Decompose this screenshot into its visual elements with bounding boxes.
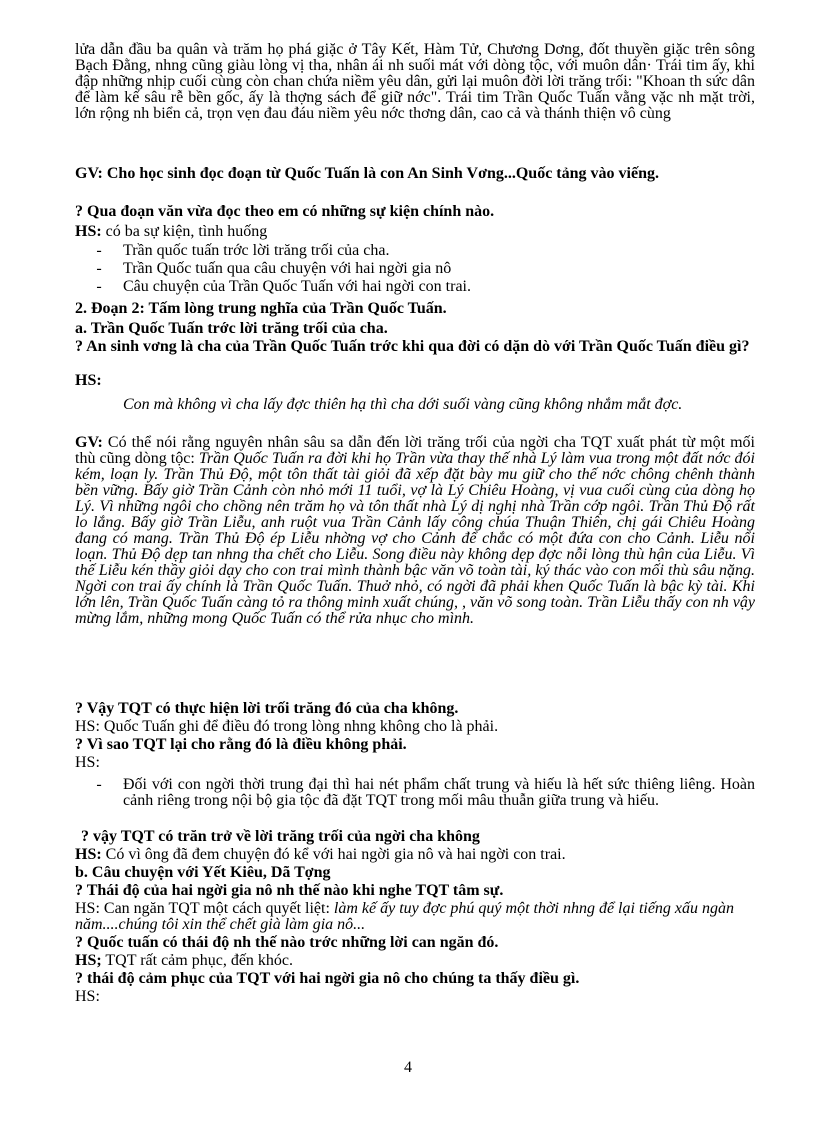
- hs-answer-text: Có vì ông đã đem chuyện đó kể với hai ngời gia nô và hai ngời con trai.: [101, 846, 566, 863]
- question-5: ? vậy TQT có trăn trở về lời trăng trối của ngời cha không: [81, 828, 480, 845]
- list-item-text: Câu chuyện của Trần Quốc Tuấn với hai ngời con trai.: [123, 278, 471, 295]
- gv-explanation: [75, 435, 755, 685]
- list-item: [75, 243, 755, 259]
- quote-paragraph: Con mà không vì cha lấy đợc thiên hạ thì cha dới suối vàng cũng không nhắm mắt đợc.: [123, 396, 683, 413]
- hs-label: HS;: [75, 952, 102, 969]
- hs-answer-quote: làm kế ấy tuy đợc phú quý một thời nhng để lại tiếng xấu ngàn năm....chúng tôi xin thể chết già làm gia nô...: [75, 900, 735, 933]
- gv-instruction-1: GV: Cho học sinh đọc đoạn từ Quốc Tuấn là con An Sinh Vơng...Quốc tảng vào viếng.: [75, 165, 659, 182]
- document-page: [75, 42, 755, 1005]
- question-2: ? An sinh vơng là cha của Trần Quốc Tuấn trớc khi qua đời có dặn dò với Trần Quốc Tuấn điều gì?: [75, 338, 750, 355]
- question-4: ? Vì sao TQT lại cho rằng đó là điều không phải.: [75, 736, 407, 753]
- hs-answer-text: TQT rất cảm phục, đến khóc.: [101, 952, 294, 969]
- question-8: ? thái độ cảm phục của TQT với hai ngời gia nô cho chúng ta thấy điều gì.: [75, 970, 580, 987]
- list-item-text: Trần quốc tuấn trớc lời trăng trối của cha.: [123, 242, 390, 259]
- hs-answer-5: [75, 847, 755, 863]
- list-item-text: Trần Quốc tuấn qua câu chuyện với hai ngời gia nô: [123, 260, 452, 277]
- hs-label-2: HS:: [75, 372, 102, 389]
- hs-label: HS:: [75, 223, 102, 240]
- dash-bullet-icon: -: [96, 242, 102, 259]
- intro-paragraph: lửa dẫn đầu ba quân và trăm họ phá giặc ở Tây Kết, Hàm Tử, Chương Dơng, đốt thuyền giặc trên sông Bạch Đằng, nhng cũng giàu lòng vị tha, nhân ái nh suối mát với dòng tộc, với muôn dân· Trái tim ấy, khi đập những nhịp cuối cùng còn chan chứa niềm yêu dân, gửi lại muôn đời lời trăng trối: "Khoan th sức dân để làm kế sâu rễ bền gốc, ấy là thợng sách để giữ nớc". Trái tim Trần Quốc Tuấn vằng vặc nh mặt trời, lớn rộng nh biển cả, trọn vẹn đau đáu niềm yêu nớc thơng dân, cao cả và thánh thiện vô cùng: [75, 41, 755, 122]
- list-item: [75, 261, 755, 277]
- hs-label-8: HS:: [75, 988, 100, 1005]
- list-item: [75, 279, 755, 295]
- hs-label-4: HS:: [75, 754, 100, 771]
- list-item: [75, 777, 755, 827]
- list-item-text: Đối với con ngời thời trung đại thì hai nét phẩm chất trung và hiếu là hết sức thiêng liêng. Hoàn cảnh riêng trong nội bộ gia tộc đã đặt TQT trong mối mâu thuẫn giữa trung và hiếu.: [123, 776, 755, 809]
- hs-answer-text: có ba sự kiện, tình huống: [101, 223, 268, 240]
- gv-explanation-story: Trần Quốc Tuấn ra đời khi họ Trần vừa thay thế nhà Lý làm vua trong một đất nớc đói kém, loạn ly. Trần Thủ Độ, một tôn thất tài giỏi đã xếp đặt bày mu giữ cho thế nớc chông chênh thành bền vững. Bấy giờ Trần Cảnh còn nhỏ mới 11 tuổi, vợ là Lý Chiêu Hoàng, vị vua cuối cùng của dòng họ Lý. Vì những ngôi cho chồng nên trăm họ và tôn thất nhà Lý dị nghị nhà Trần cớp ngôi. Trần Thủ Độ rất lo lắng. Bấy giờ Trần Liễu, anh ruột vua Trần Cảnh lấy công chúa Thuận Thiên, chị gái Chiêu Hoàng đang có mang. Trần Thủ Độ ép Liễu nhờng vợ cho Cảnh để chắc có một đứa con cho Cảnh. Liễu nổi loạn. Thủ Độ dẹp tan nhng tha chết cho Liễu. Song điều này không dẹp đợc nỗi lòng thù hận của Liễu. Vì thế Liễu kén thầy giỏi dạy cho con trai mình thành bậc văn võ toàn tài, ký thác vào con mối thù sâu nặng. Ngời con trai ấy chính là Trần Quốc Tuấn. Thuở nhỏ, có ngời đã phải khen Quốc Tuấn là bậc kỳ tài. Khi lớn lên, Trần Quốc Tuấn càng tỏ ra thông minh xuất chúng, , văn võ song toàn. Trần Liễu thấy con nh vậy mừng lắm, những mong Quốc Tuấn có thể rửa nhục cho mình.: [75, 450, 755, 627]
- dash-bullet-icon: -: [96, 278, 102, 295]
- question-1: ? Qua đoạn văn vừa đọc theo em có những sự kiện chính nào.: [75, 203, 495, 220]
- hs-answer-7: [75, 953, 755, 969]
- gv-explanation-text: Có thể nói rằng nguyên nhân sâu sa dẫn đến lời trăng trối của ngời cha TQT xuất phát từ một mối thù cũng dòng tộc:: [75, 434, 755, 467]
- dash-bullet-icon: -: [96, 776, 102, 793]
- question-6: ? Thái độ của hai ngời gia nô nh thế nào khi nghe TQT tâm sự.: [75, 882, 504, 899]
- gv-label: GV:: [75, 434, 103, 451]
- hs-answer-6: [75, 901, 755, 933]
- subsection-a-heading: a. Trần Quốc Tuấn trớc lời trăng trối của cha.: [75, 320, 388, 337]
- hs-answer-3: HS: Quốc Tuấn ghi để điều đó trong lòng nhng không cho là phải.: [75, 718, 499, 735]
- subsection-b-heading: b. Câu chuyện với Yết Kiêu, Dã Tợng: [75, 864, 331, 881]
- section-2-heading: 2. Đoạn 2: Tấm lòng trung nghĩa của Trần Quốc Tuấn.: [75, 300, 447, 317]
- page-number: 4: [404, 1059, 412, 1076]
- question-7: ? Quốc tuấn có thái độ nh thế nào trớc những lời can ngăn đó.: [75, 934, 499, 951]
- question-3: ? Vậy TQT có thực hiện lời trối trăng đó của cha không.: [75, 700, 459, 717]
- dash-bullet-icon: -: [96, 260, 102, 277]
- hs-answer-1: [75, 224, 755, 240]
- hs-label: HS:: [75, 846, 102, 863]
- hs-answer-text: HS: Can ngăn TQT một cách quyết liệt:: [75, 900, 334, 917]
